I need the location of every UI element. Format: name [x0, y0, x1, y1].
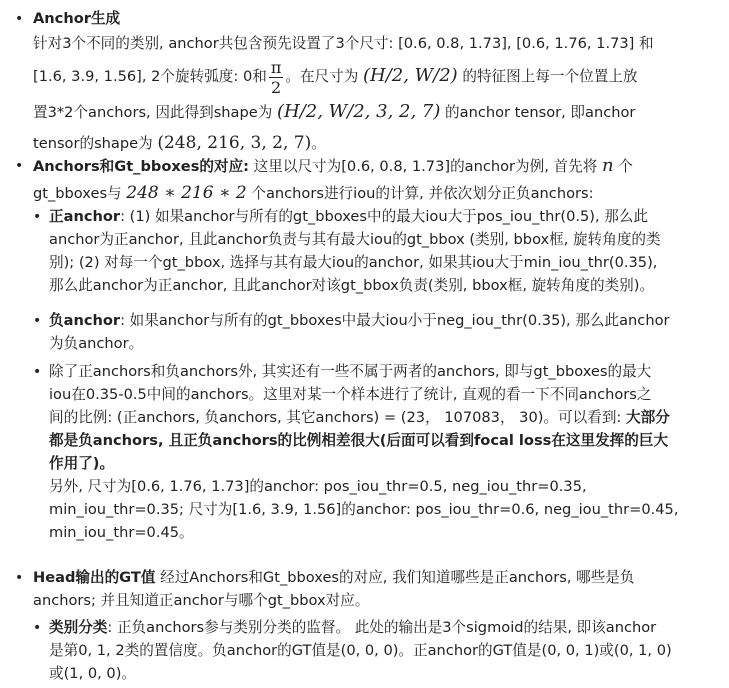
- math-expression: (H/2, W/2, 3, 2, 7): [276, 101, 441, 122]
- text-line: 为负anchor。: [49, 335, 144, 352]
- text-line: [1.6, 3.9, 1.56], 2个旋转弧度: 0和: [33, 68, 267, 85]
- item-other-anchors: [33, 360, 717, 544]
- fraction-numerator: π: [270, 57, 282, 77]
- emphasis-text: 作用了)。: [49, 455, 115, 472]
- text-line: 个anchors进行iou的计算, 并依次划分正负anchors:: [251, 185, 594, 202]
- text-line: 那么此anchor为正anchor, 且此anchor对该gt_bbox负责(类别, bbox框, 旋转角度的类别)。: [49, 277, 655, 294]
- section-anchor-gt-matching: [15, 153, 719, 207]
- text-line: 这里以尺寸为[0.6, 0.8, 1.73]的anchor为例, 首先将: [253, 158, 598, 175]
- bullet: •: [33, 313, 42, 329]
- text-line: anchor为正anchor, 且此anchor负责与其有最大iou的gt_bbox (类别, bbox框, 旋转角度的类: [49, 231, 661, 248]
- text-line: 别); (2) 对每一个gt_bbox, 选择与其有最大iou的anchor, 如果其iou大于min_iou_thr(0.35),: [49, 254, 658, 271]
- text-line: 置3*2个anchors, 因此得到shape为: [33, 104, 273, 121]
- bullet: •: [33, 620, 42, 636]
- item-classification: [33, 616, 717, 685]
- text-line: tensor的shape为: [33, 135, 153, 152]
- text-line: gt_bboxes与: [33, 185, 122, 202]
- bullet: •: [15, 158, 24, 174]
- math-expression: 248 ∗ 216 ∗ 2: [126, 183, 247, 203]
- text-line: 经过Anchors和Gt_bboxes的对应, 我们知道哪些是正anchors, 哪些是负: [155, 569, 635, 586]
- text-line: 间的比例: (正anchors, 负anchors, 其它anchors) = (23， 107083， 30)。可以看到:: [49, 409, 622, 426]
- section-heading: Anchor生成: [33, 10, 121, 27]
- text-line: 个: [618, 158, 633, 175]
- text-line: : 正负anchors参与类别分类的监督。 此处的输出是3个sigmoid的结果, 即该anchor: [107, 619, 657, 636]
- bullet: •: [33, 364, 42, 380]
- fraction-denominator: 2: [270, 77, 282, 97]
- section-heading: Head输出的GT值: [33, 569, 156, 586]
- text-line: 针对3个不同的类别, anchor共包含预先设置了3个尺寸: [0.6, 0.8, 1.73], [0.6, 1.76, 1.73] 和: [33, 35, 654, 52]
- text-line: anchors; 并且知道正anchor与哪个gt_bbox对应。: [33, 592, 370, 609]
- text-line: 或(1, 0, 0)。: [49, 665, 136, 682]
- math-variable: n: [601, 155, 614, 176]
- text-line: 除了正anchors和负anchors外, 其实还有一些不属于两者的anchors, 即与gt_bboxes的最大: [49, 363, 652, 380]
- item-label: 类别分类: [49, 619, 108, 636]
- bullet: •: [15, 11, 24, 27]
- text-line: : 如果anchor与所有的gt_bboxes中最大iou小于neg_iou_thr(0.35), 那么此anchor: [120, 312, 670, 329]
- text-line: 。在尺寸为: [285, 68, 359, 85]
- bullet: •: [33, 209, 42, 225]
- section-anchor-generation: [15, 6, 719, 159]
- item-positive-anchor: [33, 205, 717, 297]
- item-label: 正anchor: [49, 208, 121, 225]
- text-line: min_iou_thr=0.35; 尺寸为[1.6, 3.9, 1.56]的anchor: pos_iou_thr=0.6, neg_iou_thr=0.45,: [49, 501, 679, 518]
- text-line: 的特征图上每一个位置上放: [462, 68, 638, 85]
- text-line: 另外, 尺寸为[0.6, 1.76, 1.73]的anchor: pos_iou_thr=0.5, neg_iou_thr=0.35,: [49, 478, 587, 495]
- text-line: 的anchor tensor, 即anchor: [445, 104, 636, 121]
- text-line: 是第0, 1, 2类的置信度。负anchor的GT值是(0, 0, 0)。正anchor的GT值是(0, 0, 1)或(0, 1, 0): [49, 642, 672, 659]
- emphasis-text: 大部分: [625, 409, 670, 426]
- math-expression: (H/2, W/2): [362, 65, 458, 86]
- fraction-pi-over-2: [269, 58, 284, 97]
- item-label: 负anchor: [49, 312, 121, 329]
- item-negative-anchor: [33, 309, 717, 355]
- text-line: 。: [311, 135, 326, 152]
- text-line: : (1) 如果anchor与所有的gt_bboxes中的最大iou大于pos_iou_thr(0.5), 那么此: [120, 208, 649, 225]
- text-line: iou在0.35-0.5中间的anchors。这里对某一个样本进行了统计, 直观的看一下不同anchors之: [49, 386, 652, 403]
- math-expression: (248, 216, 3, 2, 7): [157, 133, 312, 153]
- section-heading: Anchors和Gt_bboxes的对应:: [33, 158, 250, 175]
- bullet: •: [15, 570, 24, 586]
- text-line: min_iou_thr=0.45。: [49, 524, 194, 541]
- section-head-output-gt: [15, 566, 719, 612]
- emphasis-text: 都是负anchors, 且正负anchors的比例相差很大(后面可以看到focal loss在这里发挥的巨大: [49, 432, 669, 449]
